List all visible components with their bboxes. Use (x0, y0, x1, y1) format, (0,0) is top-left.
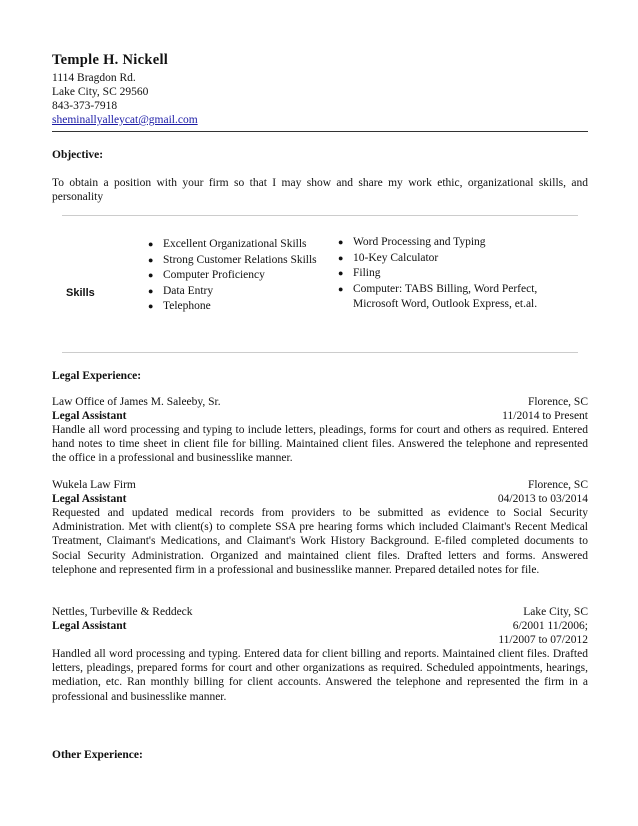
list-item: ● Word Processing and Typing (338, 235, 563, 251)
header-divider (52, 131, 588, 132)
bullet-icon: ● (148, 270, 154, 281)
employer-name: Nettles, Turbeville & Reddeck (52, 606, 193, 618)
list-item: ● Excellent Organizational Skills (148, 237, 333, 253)
job-header-row (52, 395, 588, 409)
list-item: ● Telephone (148, 299, 333, 315)
bullet-icon: ● (338, 237, 344, 247)
email-link[interactable]: sheminallyalleycat@gmail.com (52, 114, 198, 126)
bullet-icon: ● (148, 301, 154, 312)
bullet-icon: ● (148, 239, 154, 249)
bullet-icon: ● (338, 252, 344, 263)
job-title: Legal Assistant (52, 620, 127, 632)
bullet-icon: ● (338, 283, 344, 294)
job-description: Handled all word processing and typing. Entered data for client billing and reports. Maintained client files. Drafted letters, pleadings, prepared forms for court and other organizations as required. Scheduled appointments, hearings, mediation, etc. Ran monthly billing for client accounts. Answered the telephone and represented the firm in a professional and businesslike manner. (52, 648, 588, 703)
list-item: ● Computer Proficiency (148, 268, 333, 284)
job-dates: 04/2013 to 03/2014 (497, 493, 588, 505)
skills-list-right (338, 235, 563, 313)
address-line-1: 1114 Bragdon Rd. (52, 72, 136, 84)
list-item: ● Data Entry (148, 284, 333, 300)
bullet-icon: ● (148, 285, 154, 296)
bullet-icon: ● (148, 254, 154, 265)
other-experience-heading: Other Experience: (52, 749, 143, 761)
job-location: Lake City, SC (523, 606, 588, 618)
job-title: Legal Assistant (52, 493, 127, 505)
job-location: Florence, SC (527, 396, 588, 408)
list-item: ● Computer: TABS Billing, Word Perfect, Microsoft Word, Outlook Express, et.al. (338, 282, 538, 311)
job-dates: 11/2014 to Present (502, 410, 588, 422)
legal-experience-heading: Legal Experience: (52, 370, 142, 382)
bullet-icon: ● (338, 268, 344, 279)
job-title-row (52, 409, 588, 423)
objective-text: To obtain a position with your firm so that I may show and share my work ethic, organizational skills, and personality (52, 177, 588, 204)
job-location: Florence, SC (527, 479, 588, 491)
section-divider (62, 352, 578, 353)
skills-label: Skills (66, 287, 95, 299)
objective-heading: Objective: (52, 149, 104, 161)
job-dates: 6/2001 11/2006; (512, 620, 588, 632)
job-description: Handle all word processing and typing to include letters, pleadings, forms for court and others as required. Entered hand notes to time sheet in client file for billing. Maintained client files. Answered the telephone and represented the office in a professional and businesslike manner. (52, 424, 588, 465)
section-divider (62, 215, 578, 216)
job-title-row (52, 619, 588, 633)
phone-number: 843-373-7918 (52, 100, 118, 112)
list-item: ● 10-Key Calculator (338, 251, 563, 267)
job-description: Requested and updated medical records from providers to be submitted as evidence to Social Security Administration. Met with client(s) to complete SSA pre hearing forms which included Claimant's Recent Medical Treatment, Claimant's Medications, and Claimant's Work History Background. E-filed completed documents to Social Security Administration. Organized and maintained client files. Drafted letters and forms. Answered telephone and represented firm in a professional and businesslike manner. Prepared detailed notes for file. (52, 507, 588, 576)
address-line-2: Lake City, SC 29560 (52, 86, 149, 98)
list-item: ● Strong Customer Relations Skills (148, 253, 333, 269)
job-header-row (52, 478, 588, 492)
skills-list-left (148, 237, 333, 315)
job-dates-secondary: 11/2007 to 07/2012 (498, 634, 588, 646)
employer-name: Law Office of James M. Saleeby, Sr. (52, 396, 221, 408)
job-title-row (52, 492, 588, 506)
applicant-name: Temple H. Nickell (52, 52, 169, 68)
job-title: Legal Assistant (52, 410, 127, 422)
job-header-row (52, 605, 588, 619)
list-item: ● Filing (338, 266, 563, 282)
job-dates-row (52, 633, 588, 647)
employer-name: Wukela Law Firm (52, 479, 136, 491)
